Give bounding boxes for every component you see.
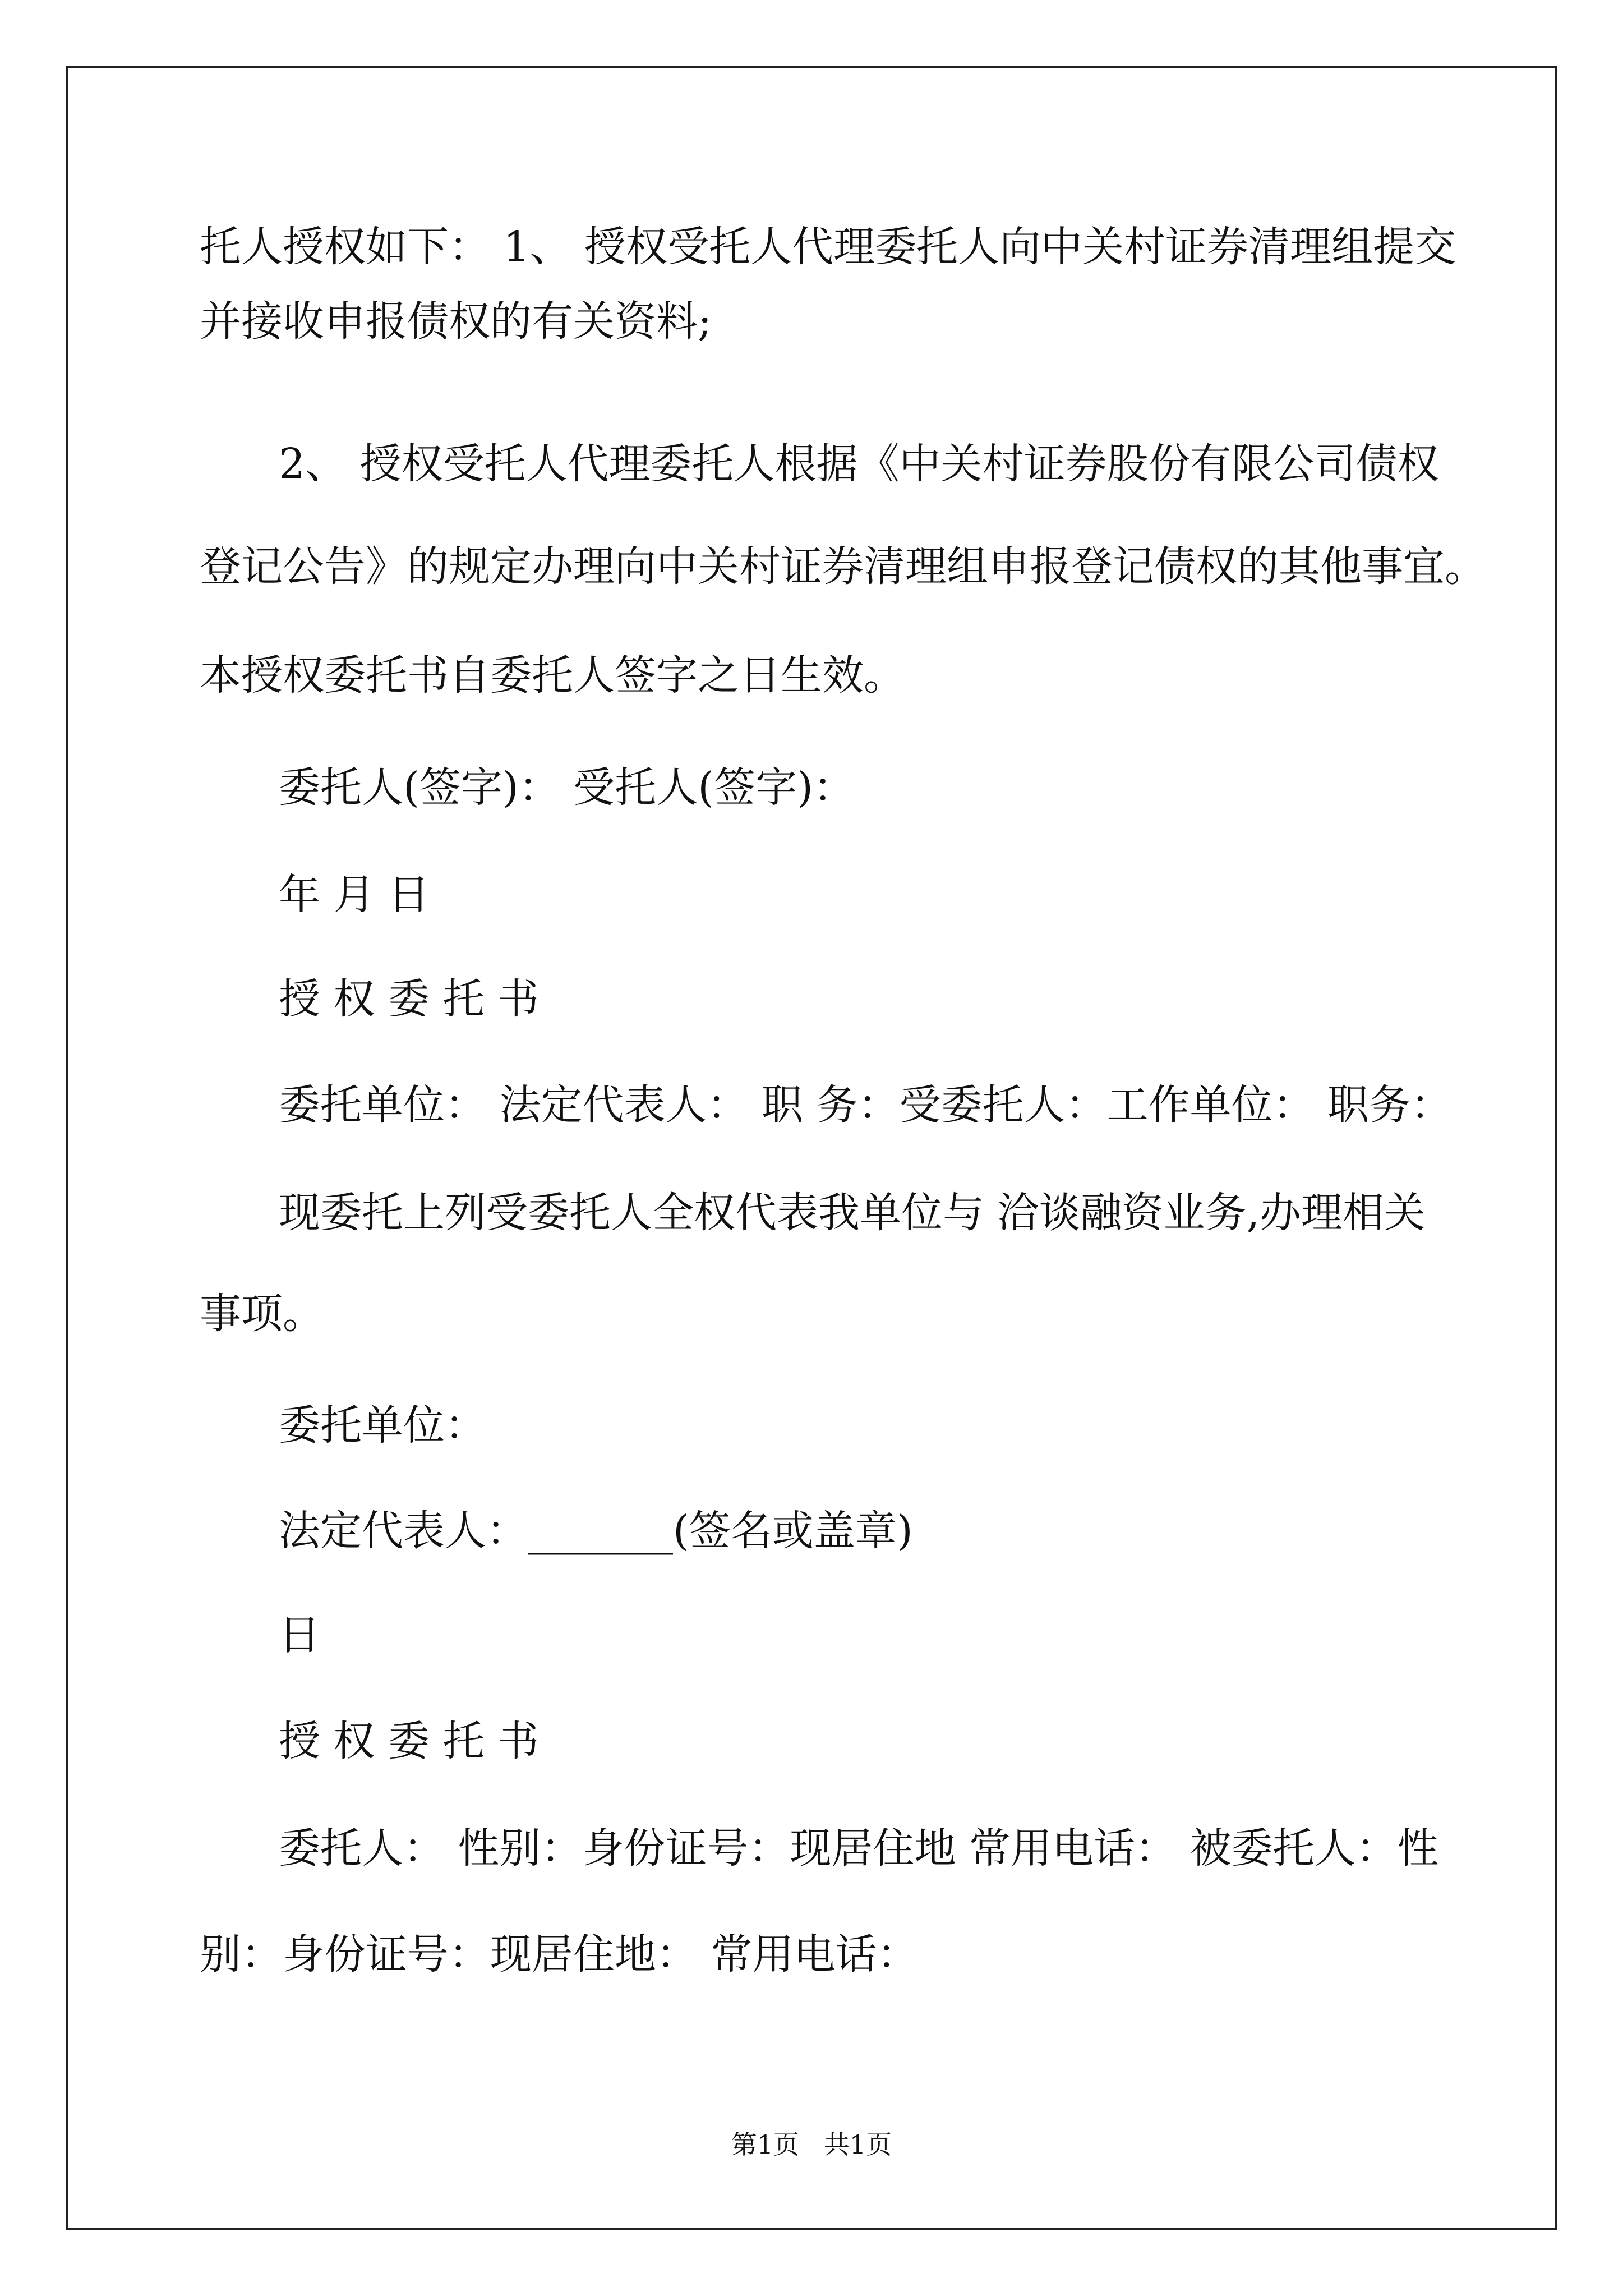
paragraph-line-7: 现委托上列受委托人全权代表我单位与 洽谈融资业务,办理相关 [279, 1189, 1426, 1237]
paragraph-line-6: 委托单位： 法定代表人： 职 务：受委托人：工作单位： 职务： [279, 1081, 1453, 1129]
page-border [66, 66, 1557, 2230]
paragraph-line-9: 委托人： 性别：身份证号：现居住地 常用电话： 被委托人：性 [279, 1824, 1439, 1872]
date-line-1: 年 月 日 [279, 871, 430, 919]
paragraph-line-10: 别：身份证号：现居住地： 常用电话： [200, 1930, 919, 1978]
section-title-1: 授 权 委 托 书 [279, 975, 540, 1023]
paragraph-line-8: 事项。 [200, 1290, 324, 1338]
legal-representative-line: 法定代表人：_______(签名或盖章) [279, 1507, 913, 1555]
signature-line-1: 委托人(签字)： 受托人(签字)： [279, 763, 855, 812]
paragraph-line-3: 2、 授权受托人代理委托人根据《中关村证券股份有限公司债权 [279, 440, 1439, 488]
paragraph-line-5: 本授权委托书自委托人签字之日生效。 [200, 651, 905, 700]
paragraph-line-4: 登记公告》的规定办理向中关村证券清理组申报登记债权的其他事宜。 [200, 542, 1486, 591]
entrusting-unit-line: 委托单位： [279, 1401, 486, 1450]
section-title-2: 授 权 委 托 书 [279, 1717, 540, 1765]
page-number-footer: 第1页 共1页 [731, 2129, 892, 2160]
date-line-2: 日 [279, 1611, 320, 1659]
paragraph-line-1: 托人授权如下： 1、 授权受托人代理委托人向中关村证券清理组提交 [200, 223, 1456, 271]
paragraph-line-2: 并接收申报债权的有关资料; [200, 297, 712, 346]
